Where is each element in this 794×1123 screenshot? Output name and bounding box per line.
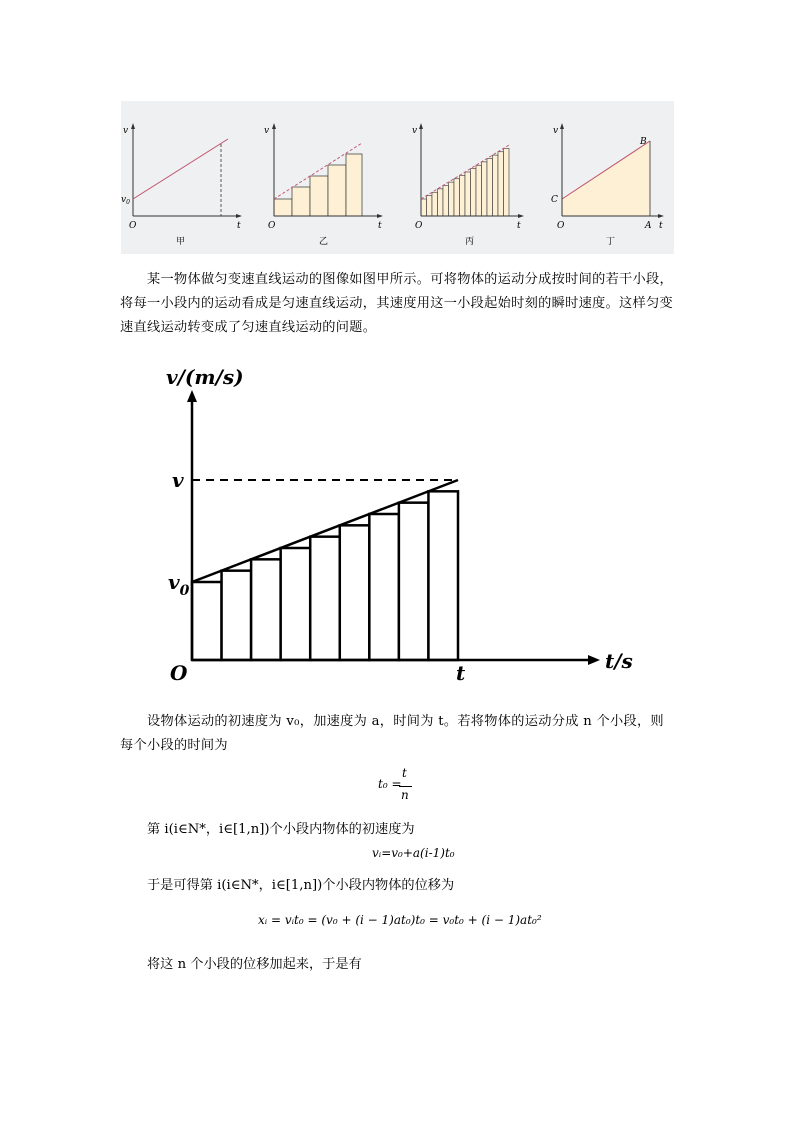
panel-jia-ylabel: v (123, 126, 129, 136)
panel-bing-origin: O (415, 221, 423, 231)
panel-bing-bar (438, 189, 444, 216)
v-label: v (172, 468, 184, 492)
panel-bing-bar (454, 179, 460, 216)
panel-jia-xlabel: t (237, 221, 241, 231)
panel-jia-origin: O (129, 221, 137, 231)
initial-velocity-formula: vᵢ=v₀+a(i-1)t₀ (372, 846, 455, 860)
x-axis-label: t/s (605, 649, 633, 673)
sum-line: 将这 n 个小段的位移加起来，于是有 (147, 957, 362, 972)
panel-bing-bar (471, 169, 477, 216)
panel-bing-bar (498, 152, 504, 216)
intro-paragraph: 某一物体做匀变速直线运动的图像如图甲所示。可将物体的运动分成按时间的若干小段，将每一小段内的运动看成是匀速直线运动，其速度用这一小段起始时刻的瞬时速度。这样匀变速直线运动转变成了匀速直线运动的问题。 (120, 272, 674, 335)
panel-ding-caption: 丁 (606, 237, 616, 247)
step-bar (222, 571, 252, 660)
step-bar (192, 582, 222, 660)
panels-svg (121, 101, 674, 254)
setup-paragraph: 设物体运动的初速度为 v₀，加速度为 a，时间为 t。若将物体的运动分成 n 个小段，则每个小段的时间为 (120, 714, 664, 753)
y-axis-label: v/(m/s) (166, 365, 244, 389)
panel-bing-bar (432, 192, 438, 216)
step-bar (399, 503, 429, 660)
panel-yi-xlabel: t (378, 221, 382, 231)
panel-bing-bar (427, 196, 433, 216)
panel-bing-bar (487, 159, 493, 217)
panel-ding-point-c: C (551, 195, 558, 205)
panel-yi-caption: 乙 (319, 237, 329, 247)
panel-yi-origin: O (268, 221, 276, 231)
step-bar (310, 537, 340, 660)
panel-ding-point-a: A (645, 221, 652, 231)
velocity-time-graph (150, 360, 640, 690)
x-axis-arrow (588, 655, 600, 665)
panel-bing-bar (476, 165, 482, 216)
panel-ding-origin: O (557, 221, 565, 231)
step-bars (192, 491, 458, 660)
panel-ding-point-b: B (640, 137, 647, 147)
step-bar (369, 514, 399, 660)
panel-bing-caption: 丙 (465, 237, 475, 247)
panel-jia-caption: 甲 (176, 237, 186, 247)
fraction-bar (399, 786, 412, 787)
panel-bing-bar (449, 182, 455, 216)
panel-bing-bar (482, 162, 488, 216)
step-bar (428, 491, 458, 660)
step-bar (340, 525, 370, 660)
initial-velocity-line: 第 i(i∈N*，i∈[1,n])个小段内物体的初速度为 (147, 822, 415, 837)
panel-bing-xlabel: t (517, 221, 521, 231)
y-axis-arrow (187, 390, 197, 402)
panel-ding (551, 123, 664, 247)
fraction-lhs: t₀ = (378, 777, 402, 791)
fraction-numerator: t (402, 766, 407, 780)
panel-ding-xlabel: t (659, 221, 663, 231)
v0-label: $v_0$ (168, 570, 190, 599)
panel-yi (264, 123, 383, 247)
panel-ding-ylabel: v (553, 126, 559, 136)
panel-bing-bar (504, 148, 510, 216)
panel-jia (121, 123, 242, 247)
panel-bing-bar (465, 172, 471, 216)
panel-bing-ylabel: v (412, 126, 418, 136)
panel-bing-bar (443, 186, 449, 217)
panel-bing-bar (493, 155, 499, 216)
panel-bing-bar (460, 175, 466, 216)
origin-label: O (170, 661, 188, 685)
step-bar (251, 559, 281, 660)
fraction-denominator: n (401, 788, 409, 802)
panel-yi-ylabel: v (264, 126, 270, 136)
panel-jia-v0: $v_0$ (121, 195, 130, 206)
displacement-formula: xᵢ = vᵢt₀ = (v₀ + (i − 1)at₀)t₀ = v₀t₀ + (i − 1)at₀² (258, 913, 542, 927)
panel-bing-bar (421, 199, 427, 216)
t-label: t (456, 661, 466, 685)
t0-fraction (378, 766, 418, 808)
panel-bing (412, 123, 524, 247)
displacement-line: 于是可得第 i(i∈N*，i∈[1,n])个小段内物体的位移为 (147, 878, 455, 893)
figure-panels-strip (121, 101, 674, 254)
step-bar (281, 548, 311, 660)
